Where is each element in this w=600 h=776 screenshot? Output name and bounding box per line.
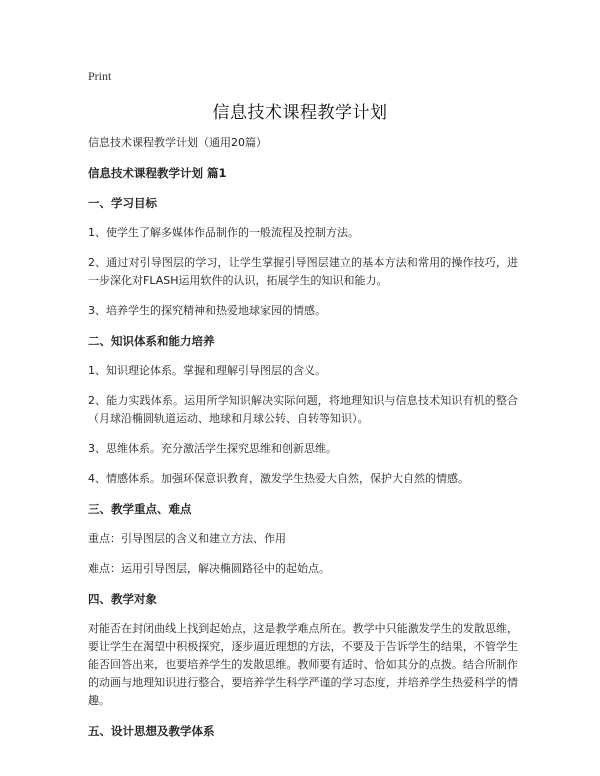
heading-knowledge-system: 二、知识体系和能力培养 <box>88 334 215 348</box>
paragraph: 3、培养学生的探究精神和热爱地球家园的情感。 <box>88 304 326 317</box>
paragraph: 3、思维体系。充分激活学生探究思维和创新思维。 <box>88 442 337 455</box>
page-title: 信息技术课程教学计划 <box>212 103 388 123</box>
paragraph: 1、使学生了解多媒体作品制作的一般流程及控制方法。 <box>88 226 359 239</box>
paragraph: 2、通过对引导图层的学习，让学生掌握引导图层建立的基本方法和常用的操作技巧，进一步深化对FLASH运用软件的认识，拓展学生的知识和能力。 <box>88 256 518 287</box>
paragraph: 1、知识理论体系。掌握和理解引导图层的含义。 <box>88 364 326 377</box>
paragraph: 对能否在封闭曲线上找到起始点，这是教学难点所在。教学中只能激发学生的发散思维，要让学生在渴望中积极探究，逐步逼近理想的方法，不要及于告诉学生的结果，不管学生能否回答出来，也要培养学生的发散思维。教师要有适时、恰如其分的点拨。结合所制作的动画与地理知识进行整合，要培养学生科学严谨的学习态度，并培养学生热爱科学的情趣。 <box>88 622 518 707</box>
heading-teaching-target: 四、教学对象 <box>88 592 157 606</box>
heading-design-idea: 五、设计思想及教学体系 <box>88 724 215 738</box>
paragraph: 难点：运用引导图层，解决椭圆路径中的起始点。 <box>88 562 330 575</box>
paragraph: 重点：引导图层的含义和建立方法、作用 <box>88 532 286 545</box>
document-subtitle: 信息技术课程教学计划（通用20篇） <box>88 136 267 149</box>
print-link[interactable]: Print <box>88 69 112 83</box>
heading-learning-goals: 一、学习目标 <box>88 196 157 210</box>
heading-key-points: 三、教学重点、难点 <box>88 502 192 516</box>
paragraph: 2、能力实践体系。运用所学知识解决实际问题，将地理知识与信息技术知识有机的整合（月球沿椭圆轨道运动、地球和月球公转、自转等知识）。 <box>88 394 518 425</box>
paragraph: 4、情感体系。加强环保意识教育，激发学生热爱大自然，保护大自然的情感。 <box>88 472 469 485</box>
document-body <box>88 134 518 752</box>
section-title: 信息技术课程教学计划 篇1 <box>88 166 227 180</box>
